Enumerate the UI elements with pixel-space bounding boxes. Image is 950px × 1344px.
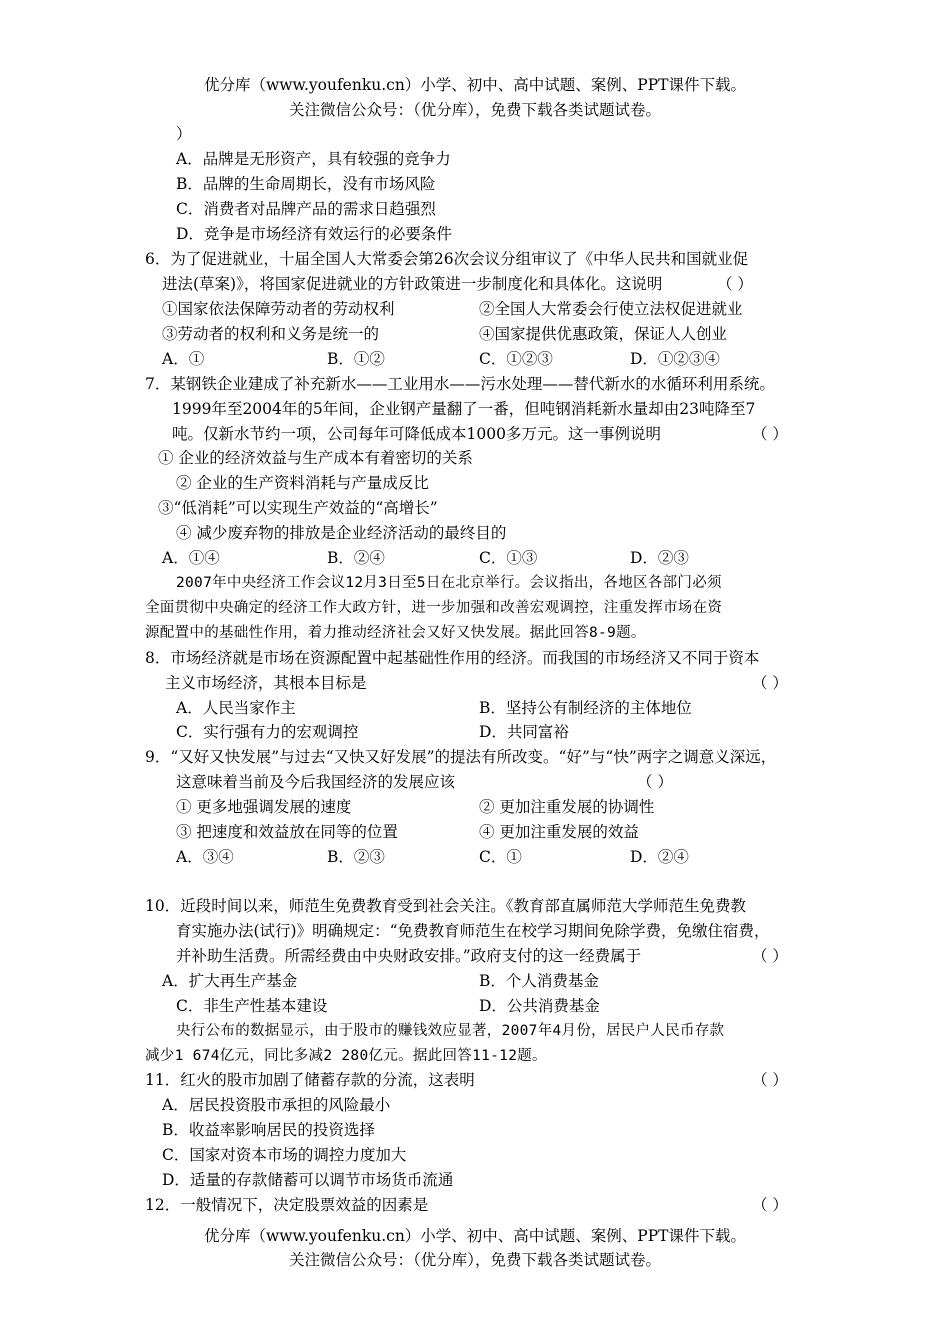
q6-answer-c: C．①②③ xyxy=(479,350,553,368)
header-line-1: 优分库（www.youfenku.cn）小学、初中、高中试题、案例、PPT课件下载。 xyxy=(203,76,747,94)
q5-option-d: D．竞争是市场经济有效运行的必要条件 xyxy=(176,225,452,243)
q7-item-1: ① 企业的经济效益与生产成本有着密切的关系 xyxy=(158,449,473,467)
q6-item-4: ④国家提供优惠政策，保证人人创业 xyxy=(479,325,728,343)
q7-item-3: ③“低消耗”可以实现生产效益的“高增长” xyxy=(158,499,438,517)
q7-stem-line-1: 7．某钢铁企业建成了补充新水——工业用水——污水处理——替代新水的水循环利用系统。 xyxy=(145,375,775,393)
q5-close-paren: ） xyxy=(176,125,192,143)
q11-option-a: A．居民投资股市承担的风险最小 xyxy=(162,1096,391,1114)
q9-stem-line-1: 9．“又好又快发展”与过去“又快又好发展”的提法有所改变。“好”与“快”两字之调意义深远， xyxy=(145,748,777,766)
q8-stem-line-1: 8．市场经济就是市场在资源配置中起基础性作用的经济。而我国的市场经济又不同于资本 xyxy=(145,649,760,667)
q7-answer-c: C．①③ xyxy=(479,549,538,567)
q8-answer-c: C．实行强有力的宏观调控 xyxy=(176,723,359,741)
q10-answer-d: D．公共消费基金 xyxy=(479,997,600,1015)
q8-stem-line-2: 主义市场经济，其根本目标是 xyxy=(165,674,367,692)
q7-answer-bracket: （ ） xyxy=(752,425,788,443)
q7-item-4: ④ 减少废弃物的排放是企业经济活动的最终目的 xyxy=(176,524,507,542)
q10-stem-line-1: 10．近段时间以来，师范生免费教育受到社会关注。《教育部直属师范大学师范生免费教 xyxy=(145,897,746,915)
q7-answer-a: A．①④ xyxy=(162,549,220,567)
q8-answer-b: B．坚持公有制经济的主体地位 xyxy=(479,699,692,717)
passage-1-line-2: 全面贯彻中央确定的经济工作大政方针，进一步加强和改善宏观调控，注重发挥市场在资 xyxy=(145,600,723,616)
q7-answer-d: D．②③ xyxy=(630,549,689,567)
q9-answer-b: B．②③ xyxy=(327,848,385,866)
q6-answer-bracket: （ ） xyxy=(717,275,753,293)
q5-option-c: C．消费者对品牌产品的需求日趋强烈 xyxy=(176,200,436,218)
q9-stem-line-2: 这意味着当前及今后我国经济的发展应该 xyxy=(176,773,456,791)
header-line-2: 关注微信公众号：（优分库），免费下载各类试题试卷。 xyxy=(288,101,661,119)
passage-2-line-2: 减少1 674亿元，同比多减2 280亿元。据此回答11-12题。 xyxy=(145,1048,547,1064)
q10-answer-b: B．个人消费基金 xyxy=(479,972,599,990)
q8-answer-d: D．共同富裕 xyxy=(479,723,569,741)
q10-answer-a: A．扩大再生产基金 xyxy=(162,972,298,990)
q9-answer-a: A．③④ xyxy=(176,848,234,866)
q12-answer-bracket: （ ） xyxy=(752,1196,788,1214)
q10-stem-line-2: 育实施办法(试行)》明确规定：“免费教育师范生在校学习期间免除学费，免缴住宿费， xyxy=(176,922,770,940)
q7-answer-b: B．②④ xyxy=(327,549,385,567)
q7-stem-line-3: 吨。仅新水节约一项，公司每年可降低成本1000多万元。这一事例说明 xyxy=(172,425,661,443)
q6-answer-d: D．①②③④ xyxy=(630,350,720,368)
q6-item-2: ②全国人大常委会行使立法权促进就业 xyxy=(479,300,743,318)
passage-1-line-1: 2007年中央经济工作会议12月3日至5日在北京举行。会议指出，各地区各部门必须 xyxy=(176,575,722,591)
q11-option-b: B．收益率影响居民的投资选择 xyxy=(162,1121,375,1139)
q8-answer-a: A．人民当家作主 xyxy=(176,699,296,717)
q7-item-2: ② 企业的生产资料消耗与产量成反比 xyxy=(176,474,429,492)
q9-item-3: ③ 把速度和效益放在同等的位置 xyxy=(176,823,398,841)
q9-answer-bracket: （ ） xyxy=(637,773,673,791)
q8-answer-bracket: （ ） xyxy=(752,674,788,692)
q6-answer-a: A．① xyxy=(162,350,205,368)
q6-item-1: ①国家依法保障劳动者的劳动权利 xyxy=(162,300,395,318)
q9-item-4: ④ 更加注重发展的效益 xyxy=(479,823,639,841)
q10-answer-c: C．非生产性基本建设 xyxy=(176,997,328,1015)
q7-stem-line-2: 1999年至2004年的5年间，企业钢产量翻了一番，但吨钢消耗新水量却由23吨降至7 xyxy=(172,400,756,418)
q6-item-3: ③劳动者的权利和义务是统一的 xyxy=(162,325,380,343)
q6-stem-line-2: 进法(草案)》，将国家促进就业的方针政策进一步制度化和具体化。这说明 xyxy=(162,275,663,293)
q12-stem: 12．一般情况下，决定股票效益的因素是 xyxy=(145,1196,429,1214)
q5-option-b: B．品牌的生命周期长，没有市场风险 xyxy=(176,175,436,193)
footer-line-2: 关注微信公众号：（优分库），免费下载各类试题试卷。 xyxy=(288,1251,661,1269)
q9-item-1: ① 更多地强调发展的速度 xyxy=(176,798,352,816)
q11-answer-bracket: （ ） xyxy=(752,1071,788,1089)
passage-2-line-1: 央行公布的数据显示，由于股市的赚钱效应显著，2007年4月份，居民户人民币存款 xyxy=(176,1023,725,1039)
q10-stem-line-3: 并补助生活费。所需经费由中央财政安排。”政府支付的这一经费属于 xyxy=(176,947,642,965)
q6-answer-b: B．①② xyxy=(327,350,385,368)
q5-option-a: A．品牌是无形资产，具有较强的竞争力 xyxy=(176,150,451,168)
q10-answer-bracket: （ ） xyxy=(752,947,788,965)
q11-option-c: C．国家对资本市场的调控力度加大 xyxy=(162,1146,407,1164)
q9-answer-d: D．②④ xyxy=(630,848,689,866)
passage-1-line-3: 源配置中的基础性作用，着力推动经济社会又好又快发展。据此回答8-9题。 xyxy=(145,625,646,641)
q11-stem: 11．红火的股市加剧了储蓄存款的分流，这表明 xyxy=(145,1071,475,1089)
q9-answer-c: C．① xyxy=(479,848,522,866)
footer-line-1: 优分库（www.youfenku.cn）小学、初中、高中试题、案例、PPT课件下载。 xyxy=(203,1227,747,1245)
q9-item-2: ② 更加注重发展的协调性 xyxy=(479,798,655,816)
q11-option-d: D．适量的存款储蓄可以调节市场货币流通 xyxy=(162,1171,454,1189)
q6-stem-line-1: 6．为了促进就业，十届全国人大常委会第26次会议分组审议了《中华人民共和国就业促 xyxy=(145,250,749,268)
